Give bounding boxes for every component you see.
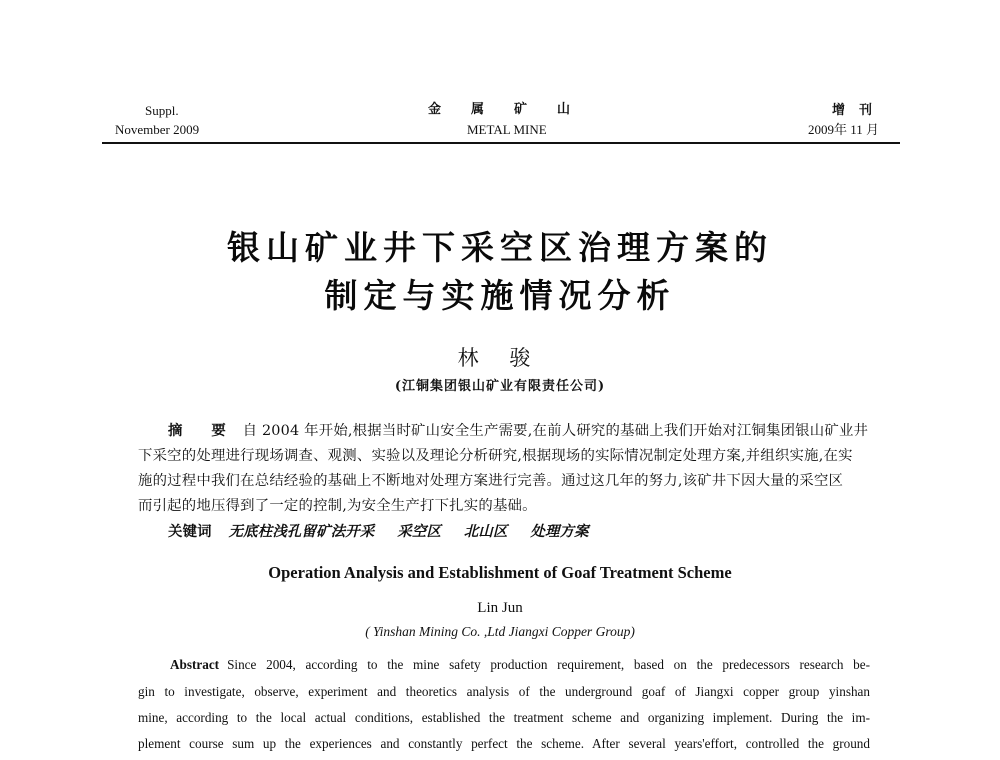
abstract-cn-line: 施的过程中我们在总结经验的基础上不断地对处理方案进行完善。通过这几年的努力,该矿井下因大量的采空区 [138,473,844,489]
keywords-cn [168,523,898,541]
abstract-cn-line [138,422,868,440]
journal-supplement-label: Suppl. [145,103,179,118]
journal-supplement-cn: 增刊 [832,102,887,117]
keywords-cn-label: 关键词 [168,523,212,540]
keyword: 采空区 [397,523,442,540]
author-cn: 林 骏 [457,346,543,370]
author-en: Lin Jun [477,600,523,616]
paper-title-cn-line2: 制定与实施情况分析 [324,276,676,315]
abstract-cn-line: 下采空的处理进行现场调查、观测、实验以及理论分析研究,根据现场的实际情况制定处理方案,并组织实施,在实 [138,448,853,464]
journal-issue-date-en: November 2009 [115,122,200,137]
abstract-en-text: Since 2004, according to the mine safety production requirement, based on the predecessors research be- [227,657,870,672]
abstract-en-label: Abstract [170,657,220,672]
header-rule [102,142,900,144]
keyword: 无底柱浅孔留矿法开采 [228,523,375,540]
abstract-en-line [170,657,870,673]
journal-title-en: METAL MINE [467,122,547,137]
abstract-cn-line: 而引起的地压得到了一定的控制,为安全生产打下扎实的基础。 [138,498,537,514]
abstract-cn-text: 自 2004 年开始,根据当时矿山安全生产需要,在前人研究的基础上我们开始对江铜集团银山矿业井 [242,423,869,439]
keyword: 处理方案 [530,523,589,540]
journal-issue-date-cn: 2009年 11 月 [808,122,880,137]
abstract-en-line: mine, according to the local actual conditions, established the treatment scheme and organizing implement. During the im- [138,710,870,725]
affiliation-cn: (江铜集团银山矿业有限责任公司) [394,379,606,394]
abstract-en-line: plement course sum up the experiences and constantly perfect the scheme. After several years'effort, controlled the ground [138,736,870,751]
journal-title-cn: 金属矿山 [428,102,601,117]
paper-title-en: Operation Analysis and Establishment of Goaf Treatment Scheme [268,563,732,582]
abstract-en-line: gin to investigate, observe, experiment and theoretics analysis of the underground goaf of Jiangxi copper group yinshan [138,684,870,699]
keyword: 北山区 [463,523,508,540]
affiliation-en: ( Yinshan Mining Co. ,Ltd Jiangxi Copper Group) [365,624,635,639]
abstract-cn-label: 摘 要 [168,422,238,439]
paper-title-cn-line1: 银山矿业井下采空区治理方案的 [227,228,773,267]
